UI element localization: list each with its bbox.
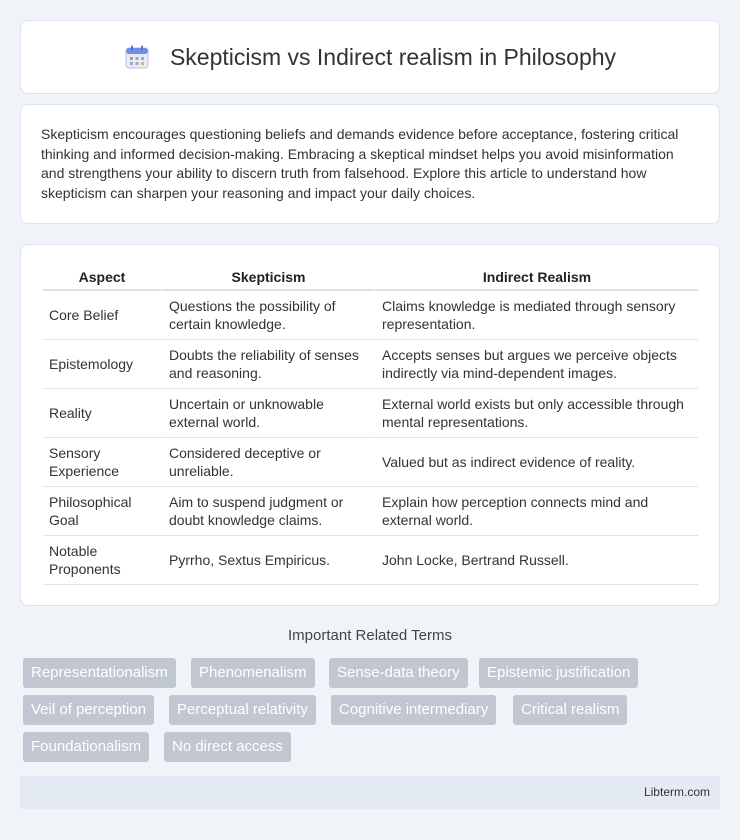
footer-site-link[interactable]: Libterm.com [643,785,710,799]
cell-indirect-realism: Valued but as indirect evidence of reality. [374,438,698,487]
comparison-table [43,265,698,585]
cell-skepticism: Considered deceptive or unreliable. [161,438,374,487]
cell-skepticism: Questions the possibility of certain knowledge. [161,291,374,340]
tag-no-direct-access[interactable]: No direct access [164,732,291,762]
table-row [43,340,698,389]
header-aspect: Aspect [43,265,161,291]
cell-indirect-realism: John Locke, Bertrand Russell. [374,536,698,585]
tag-perceptual-relativity[interactable]: Perceptual relativity [169,695,316,725]
cell-skepticism: Pyrrho, Sextus Empiricus. [161,536,374,585]
cell-aspect: Notable Proponents [43,536,161,585]
tag-sense-data-theory[interactable]: Sense-data theory [329,658,468,688]
tag-critical-realism[interactable]: Critical realism [513,695,627,725]
table-row [43,291,698,340]
tag-epistemic-justification[interactable]: Epistemic justification [479,658,638,688]
header-card [20,20,720,94]
comparison-table-card [20,244,720,606]
table-row [43,536,698,585]
cell-skepticism: Uncertain or unknowable external world. [161,389,374,438]
cell-indirect-realism: External world exists but only accessible through mental representations. [374,389,698,438]
footer [20,776,720,809]
cell-indirect-realism: Explain how perception connects mind and external world. [374,487,698,536]
tag-phenomenalism[interactable]: Phenomenalism [191,658,315,688]
table-row [43,438,698,487]
cell-aspect: Reality [43,389,161,438]
table-row [43,487,698,536]
intro-text: Skepticism encourages questioning beliefs and demands evidence before acceptance, fostering critical thinking and informed decision-making. Embracing a skeptical mindset helps you avoid misinformation and strengthens your ability to discern truth from falsehood. Explore this article to understand how skepticism can sharpen your reasoning and impact your daily choices. [41,126,679,201]
tag-foundationalism[interactable]: Foundationalism [23,732,149,762]
cell-aspect: Philosophical Goal [43,487,161,536]
cell-skepticism: Doubts the reliability of senses and reasoning. [161,340,374,389]
cell-aspect: Sensory Experience [43,438,161,487]
tag-veil-of-perception[interactable]: Veil of perception [23,695,154,725]
header-indirect-realism: Indirect Realism [374,265,698,291]
cell-aspect: Epistemology [43,340,161,389]
tag-representationalism[interactable]: Representationalism [23,658,176,688]
table-row [43,389,698,438]
table-header-row [43,265,698,291]
cell-indirect-realism: Claims knowledge is mediated through sensory representation. [374,291,698,340]
related-terms-title: Important Related Terms [288,627,452,644]
tag-cognitive-intermediary[interactable]: Cognitive intermediary [331,695,496,725]
page-title: Skepticism vs Indirect realism in Philosophy [169,43,617,70]
calendar-icon [124,44,150,70]
intro-card [20,104,720,224]
cell-skepticism: Aim to suspend judgment or doubt knowledge claims. [161,487,374,536]
cell-aspect: Core Belief [43,291,161,340]
cell-indirect-realism: Accepts senses but argues we perceive objects indirectly via mind-dependent images. [374,340,698,389]
header-skepticism: Skepticism [161,265,374,291]
